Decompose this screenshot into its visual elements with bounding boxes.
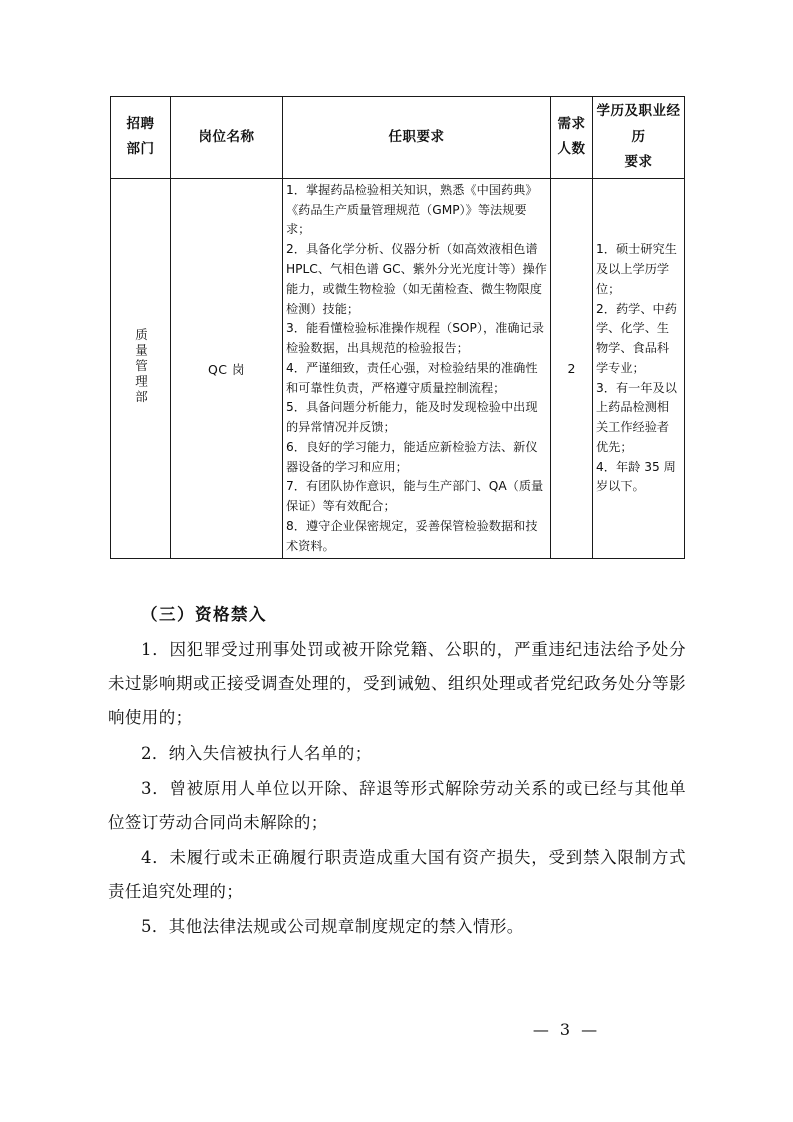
- education-item: 2．药学、中药学、化学、生物学、食品科学专业；: [596, 301, 677, 375]
- education-item: 4．年龄 35 周岁以下。: [596, 459, 676, 494]
- header-number-line1: 需求: [557, 115, 586, 132]
- header-department-line2: 部门: [126, 141, 155, 158]
- page-number-text: — 3 —: [532, 1020, 601, 1039]
- education-item: 3．有一年及以上药品检测相关工作经验者优先；: [596, 380, 677, 454]
- section-item: 5．其他法律法规或公司规章制度规定的禁入情形。: [141, 917, 524, 937]
- page-number: [0, 1020, 793, 1039]
- header-number: [551, 97, 593, 179]
- cell-requirements: [283, 178, 551, 559]
- requirement-item: 5．具备问题分析能力，能及时发现检验中出现的异常情况并反馈；: [286, 400, 538, 435]
- section-item: 1．因犯罪受过刑事处罚或被开除党籍、公职的，严重违纪违法给予处分未过影响期或正接受调查处理的，受到诫勉、组织处理或者党纪政务处分等影响使用的；: [108, 640, 686, 728]
- header-education: [593, 97, 685, 179]
- header-department-line1: 招聘: [126, 115, 155, 132]
- section-item: 2．纳入失信被执行人名单的；: [141, 743, 372, 763]
- cell-post-name: QC 岗: [171, 178, 283, 559]
- requirement-item: 1．掌握药品检验相关知识，熟悉《中国药典》《药品生产质量管理规范（GMP）》等法规要求；: [286, 182, 538, 237]
- requirement-item: 4．严谨细致，责任心强，对检验结果的准确性和可靠性负责，严格遵守质量控制流程；: [286, 360, 538, 395]
- header-post-name: 岗位名称: [171, 97, 283, 179]
- requirement-item: 8．遵守企业保密规定，妥善保管检验数据和技术资料。: [286, 518, 538, 553]
- table-header-row: [111, 97, 685, 179]
- section-heading: （三）资格禁入: [141, 605, 267, 624]
- cell-department: [111, 178, 171, 559]
- section-item: 3．曾被原用人单位以开除、辞退等形式解除劳动关系的或已经与其他单位签订劳动合同尚未解除的；: [108, 778, 686, 832]
- header-number-line2: 人数: [557, 141, 586, 158]
- header-department: [111, 97, 171, 179]
- header-education-line1: 学历及职业经历: [596, 103, 681, 145]
- requirement-item: 7．有团队协作意识，能与生产部门、QA（质量保证）等有效配合；: [286, 479, 544, 514]
- requirement-item: 2．具备化学分析、仪器分析（如高效液相色谱 HPLC、气相色谱 GC、紫外分光光度计等）操作能力，或微生物检验（如无菌检查、微生物限度检测）技能；: [286, 242, 547, 316]
- education-item: 1．硕士研究生及以上学历学位；: [596, 242, 677, 296]
- cell-department-text: 质量管理部: [133, 328, 149, 406]
- requirement-item: 3．能看懂检验标准操作规程（SOP），准确记录检验数据，出具规范的检验报告；: [286, 321, 544, 356]
- cell-number: 2: [551, 178, 593, 559]
- cell-education: [593, 178, 685, 559]
- section-item: 4．未履行或未正确履行职责造成重大国有资产损失，受到禁入限制方式责任追究处理的；: [108, 847, 686, 902]
- header-education-line2: 要求: [624, 154, 653, 171]
- recruitment-table: [110, 96, 685, 559]
- header-requirements: 任职要求: [283, 97, 551, 179]
- body-content: [108, 598, 686, 945]
- requirement-item: 6．良好的学习能力，能适应新检验方法、新仪器设备的学习和应用；: [286, 439, 538, 474]
- table-row: [111, 178, 685, 559]
